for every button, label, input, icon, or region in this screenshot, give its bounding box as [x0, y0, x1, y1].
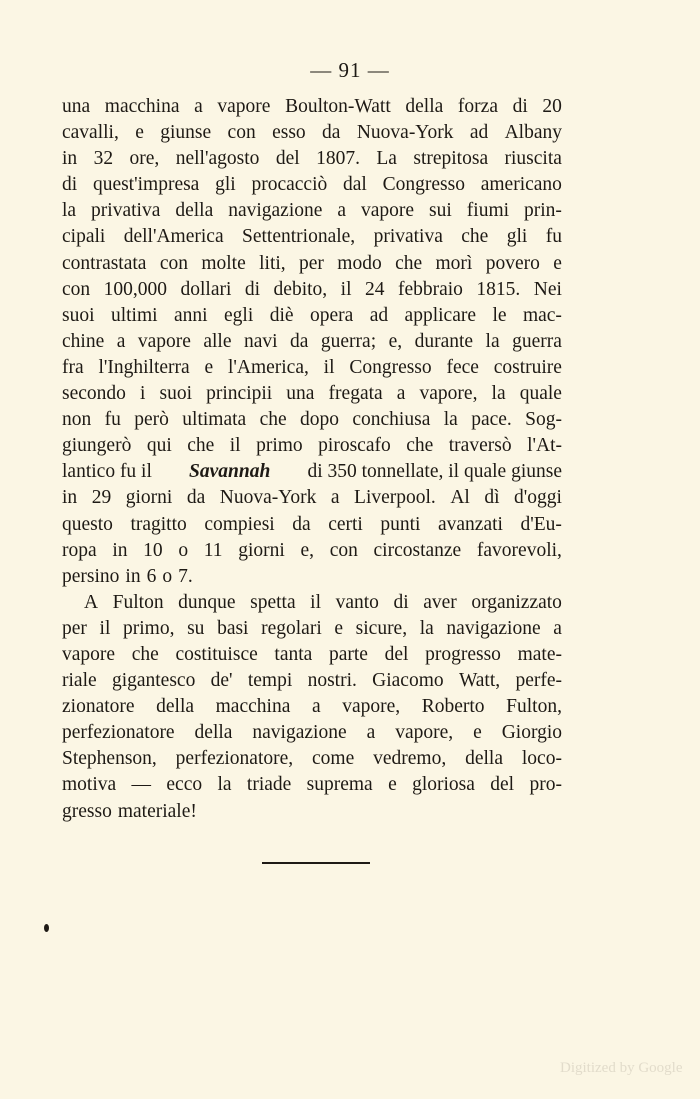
word: e — [473, 722, 482, 744]
word: e — [553, 252, 562, 274]
word: mate- — [517, 643, 562, 665]
word: forza — [457, 96, 498, 117]
word: e — [388, 774, 397, 796]
word: primo, — [123, 617, 175, 639]
word: alle — [203, 330, 232, 352]
word: su — [187, 617, 205, 639]
word: sui — [429, 200, 452, 222]
word: 24 — [364, 278, 385, 300]
word: il — [99, 617, 111, 639]
word: loco- — [521, 748, 562, 770]
word: ecco — [166, 774, 203, 796]
word: l'Inghilterra — [98, 356, 190, 378]
word: regolari — [261, 617, 322, 639]
word: vapore, — [342, 696, 401, 718]
text-line — [62, 746, 562, 772]
word: fece — [446, 356, 479, 378]
word: o — [162, 565, 173, 587]
word: il — [340, 278, 352, 300]
text-line — [62, 485, 562, 511]
word: organizzato — [471, 591, 562, 613]
word: in — [62, 148, 78, 170]
text-line — [62, 303, 562, 329]
word: della — [194, 722, 233, 744]
word: gresso — [62, 800, 112, 822]
word: conchiusa — [352, 409, 431, 431]
word: la — [485, 330, 500, 352]
word: della — [405, 96, 444, 117]
text-line — [62, 407, 562, 433]
word: e, — [300, 539, 315, 561]
word: prin- — [524, 200, 562, 222]
word: ultimata — [182, 409, 247, 431]
word: gloriosa — [412, 774, 475, 796]
word: d'Eu- — [520, 513, 562, 535]
word: di — [512, 96, 528, 117]
word: dell'America — [123, 226, 224, 248]
word: navi — [243, 330, 278, 352]
word: il — [310, 591, 322, 613]
word: che — [395, 252, 423, 274]
text-line — [62, 329, 562, 355]
word: cavalli, — [62, 122, 119, 144]
word: o — [178, 539, 189, 561]
word: come — [312, 748, 355, 770]
body-text — [62, 94, 562, 825]
word: Congresso — [349, 356, 432, 378]
word: motiva — [62, 774, 117, 796]
word: triade — [246, 774, 292, 796]
word: per — [62, 617, 87, 639]
word: del — [384, 643, 409, 665]
word: anni — [173, 304, 208, 326]
word: 32 — [93, 148, 114, 170]
word: tragitto — [130, 513, 187, 535]
word: primo — [256, 435, 303, 457]
text-line — [62, 538, 562, 564]
word: privativa — [91, 200, 161, 222]
word: da — [290, 330, 309, 352]
word: contrastata — [62, 252, 147, 274]
text-line — [62, 668, 562, 694]
word: perfe- — [515, 670, 562, 692]
word: 10 — [143, 539, 163, 561]
word: 7. — [178, 565, 193, 587]
word: gli — [506, 226, 528, 248]
word: di — [244, 278, 261, 300]
word: da — [292, 513, 311, 535]
word: strepitosa — [413, 148, 489, 170]
paragraph-start-line — [62, 590, 562, 616]
word: sicure, — [355, 617, 408, 639]
word: i — [140, 383, 146, 405]
word: però — [134, 409, 169, 431]
text-line — [62, 564, 562, 590]
word: con — [62, 278, 91, 300]
text-line — [62, 251, 562, 277]
word: privativa — [373, 226, 443, 248]
word: Giacomo — [372, 670, 444, 692]
word: punti — [380, 513, 421, 535]
word: le — [492, 304, 507, 326]
word: basi — [217, 617, 249, 639]
text-line — [62, 616, 562, 642]
word: pace. — [471, 409, 512, 431]
word: la — [217, 774, 232, 796]
word: Nei — [533, 278, 562, 300]
word: suoi — [62, 304, 95, 326]
text-line — [62, 642, 562, 668]
word: favorevoli, — [476, 539, 562, 561]
word: a — [366, 722, 376, 744]
word: d'oggi — [514, 487, 562, 509]
word: progresso — [425, 643, 501, 665]
word: giorni — [238, 539, 285, 561]
word: povero — [485, 252, 540, 274]
word: gli — [215, 174, 236, 196]
text-line — [62, 694, 562, 720]
word: a — [337, 200, 347, 222]
word: a — [553, 617, 562, 639]
word: macchina — [215, 696, 291, 718]
word: ore, — [129, 148, 160, 170]
word: la — [62, 200, 77, 222]
word: durante — [414, 330, 474, 352]
word: vedremo, — [373, 748, 447, 770]
word: quest'impresa — [92, 174, 200, 196]
word: vapore, — [395, 722, 454, 744]
text-line — [62, 277, 562, 303]
word: qui — [146, 435, 172, 457]
word: della — [465, 748, 504, 770]
word: questo — [62, 513, 113, 535]
word: La — [376, 148, 397, 170]
word: con — [329, 539, 358, 561]
word: costruire — [493, 356, 562, 378]
text-line — [62, 720, 562, 746]
word: che — [187, 435, 215, 457]
word: Fulton — [112, 591, 164, 613]
text-line — [62, 224, 562, 250]
word: a — [311, 696, 321, 718]
word: tempi — [247, 670, 293, 692]
word: navigazione — [228, 200, 323, 222]
word: di — [393, 591, 409, 613]
text-line — [62, 772, 562, 798]
text-fragment: di 350 tonnellate, il quale giunse — [307, 461, 562, 483]
word: l'America, — [227, 356, 309, 378]
word: Boulton-Watt — [285, 96, 391, 117]
word: principii — [206, 383, 273, 405]
word: e — [204, 356, 214, 378]
word: della — [156, 696, 195, 718]
text-line — [62, 94, 562, 120]
word: e — [135, 122, 144, 144]
word: navigazione — [252, 722, 347, 744]
word: 1807. — [316, 148, 360, 170]
word: ad — [469, 122, 489, 144]
word: opera — [309, 304, 354, 326]
word: Roberto — [421, 696, 485, 718]
word: gigantesco — [111, 670, 196, 692]
word: vanto — [335, 591, 379, 613]
word: 29 — [91, 487, 112, 509]
word: il — [323, 356, 335, 378]
word: Nuova-York — [219, 487, 317, 509]
word: egli — [224, 304, 254, 326]
word: quale — [519, 383, 562, 405]
word: A — [84, 591, 99, 613]
word: suoi — [159, 383, 193, 405]
word: parte — [328, 643, 368, 665]
word: che — [131, 643, 159, 665]
word: tanta — [274, 643, 313, 665]
word: americano — [480, 174, 562, 196]
word: piroscafo — [318, 435, 391, 457]
word: e, — [388, 330, 403, 352]
word: vapore — [62, 643, 116, 665]
word: Watt, — [458, 670, 501, 692]
word: per — [299, 252, 324, 274]
word: applicare — [404, 304, 476, 326]
word: dollari — [180, 278, 232, 300]
word: circostanze — [373, 539, 462, 561]
word: una — [286, 383, 315, 405]
word: Settentrionale, — [242, 226, 356, 248]
word: Albany — [504, 122, 562, 144]
word: molte — [201, 252, 246, 274]
text-line — [62, 799, 562, 825]
word: Congresso — [382, 174, 465, 196]
word: Liverpool. — [354, 487, 436, 509]
word: dì — [484, 487, 500, 509]
word: ultimi — [110, 304, 158, 326]
text-line — [62, 172, 562, 198]
word: de' — [210, 670, 233, 692]
word: zionatore — [62, 696, 135, 718]
word: vapore — [137, 330, 191, 352]
word: 11 — [203, 539, 223, 561]
text-line — [62, 146, 562, 172]
text-line — [62, 355, 562, 381]
word: della — [175, 200, 214, 222]
word: macchina — [104, 96, 180, 117]
word: guerra; — [320, 330, 377, 352]
word: debito, — [273, 278, 328, 300]
watermark: Digitized by Google — [560, 1060, 683, 1076]
word: fu — [545, 226, 562, 248]
word: con — [159, 252, 188, 274]
word: avanzati — [437, 513, 503, 535]
word: l'At- — [527, 435, 562, 457]
word: riale — [62, 670, 97, 692]
word: — — [131, 774, 152, 796]
word: febbraio — [397, 278, 463, 300]
word: la — [491, 383, 506, 405]
word: diè — [269, 304, 294, 326]
text-line — [62, 198, 562, 224]
word: morì — [435, 252, 473, 274]
word: con — [227, 122, 256, 144]
word: a — [194, 96, 203, 117]
word: liti, — [259, 252, 286, 274]
word: e — [334, 617, 344, 639]
word: del — [275, 148, 300, 170]
word: materiale! — [117, 800, 197, 822]
word: non — [62, 409, 92, 431]
word: perfezionatore — [62, 722, 175, 744]
word: compiesi — [204, 513, 275, 535]
word: che — [461, 226, 489, 248]
word: aver — [423, 591, 457, 613]
word: del — [490, 774, 515, 796]
word: la — [443, 409, 458, 431]
word: nell'agosto — [175, 148, 260, 170]
word: di — [62, 174, 78, 196]
word: a — [396, 383, 406, 405]
word: chine — [62, 330, 105, 352]
word: vapore, — [419, 383, 478, 405]
word: 6 — [146, 565, 157, 587]
word: la — [419, 617, 434, 639]
word: fu — [104, 409, 121, 431]
word: pro- — [529, 774, 562, 796]
ship-name: Savannah — [189, 461, 271, 483]
word: giungerò — [62, 435, 132, 457]
word: modo — [337, 252, 382, 274]
word: cipali — [62, 226, 106, 248]
word: costituisce — [175, 643, 258, 665]
word: Al — [450, 487, 470, 509]
word: esso — [272, 122, 306, 144]
word: che — [259, 409, 287, 431]
word: che — [406, 435, 434, 457]
word: procacciò — [251, 174, 328, 196]
word: dopo — [300, 409, 339, 431]
word: navigazione — [446, 617, 541, 639]
word: guerra — [512, 330, 562, 352]
word: fregata — [328, 383, 383, 405]
word: suprema — [306, 774, 373, 796]
word: 20 — [542, 96, 562, 117]
word: Nuova-York — [356, 122, 454, 144]
word: mac- — [522, 304, 562, 326]
ink-dot — [44, 924, 49, 932]
text-line-savannah — [62, 459, 562, 485]
word: Stephenson, — [62, 748, 157, 770]
word: fra — [62, 356, 84, 378]
word: dal — [343, 174, 367, 196]
word: a — [330, 487, 340, 509]
word: Fulton, — [506, 696, 562, 718]
word: giunse — [160, 122, 212, 144]
word: spetta — [250, 591, 296, 613]
word: nostri. — [307, 670, 357, 692]
word: ropa — [62, 539, 97, 561]
word: da — [186, 487, 206, 509]
text-line — [62, 120, 562, 146]
word: il — [229, 435, 241, 457]
word: 100,000 — [103, 278, 168, 300]
word: da — [322, 122, 341, 144]
word: 1815. — [476, 278, 521, 300]
section-divider — [262, 862, 370, 864]
word: a — [116, 330, 126, 352]
word: persino — [62, 565, 120, 587]
word: vapore — [361, 200, 415, 222]
word: perfezionatore, — [175, 748, 294, 770]
word: ad — [369, 304, 389, 326]
page-number: — 91 — — [310, 58, 390, 82]
text-line — [62, 433, 562, 459]
word: Sog- — [525, 409, 562, 431]
text-fragment: lantico fu il — [62, 461, 152, 483]
word: dunque — [178, 591, 236, 613]
word: traversò — [448, 435, 512, 457]
text-line — [62, 381, 562, 407]
word: secondo — [62, 383, 126, 405]
word: Giorgio — [501, 722, 562, 744]
word: giorni — [125, 487, 173, 509]
text-line — [62, 512, 562, 538]
word: riuscita — [504, 148, 562, 170]
word: in — [112, 539, 128, 561]
word: in — [62, 487, 78, 509]
word: certi — [328, 513, 363, 535]
word: fiumi — [466, 200, 510, 222]
word: in — [125, 565, 141, 587]
word: vapore — [217, 96, 271, 117]
word: una — [62, 96, 91, 117]
